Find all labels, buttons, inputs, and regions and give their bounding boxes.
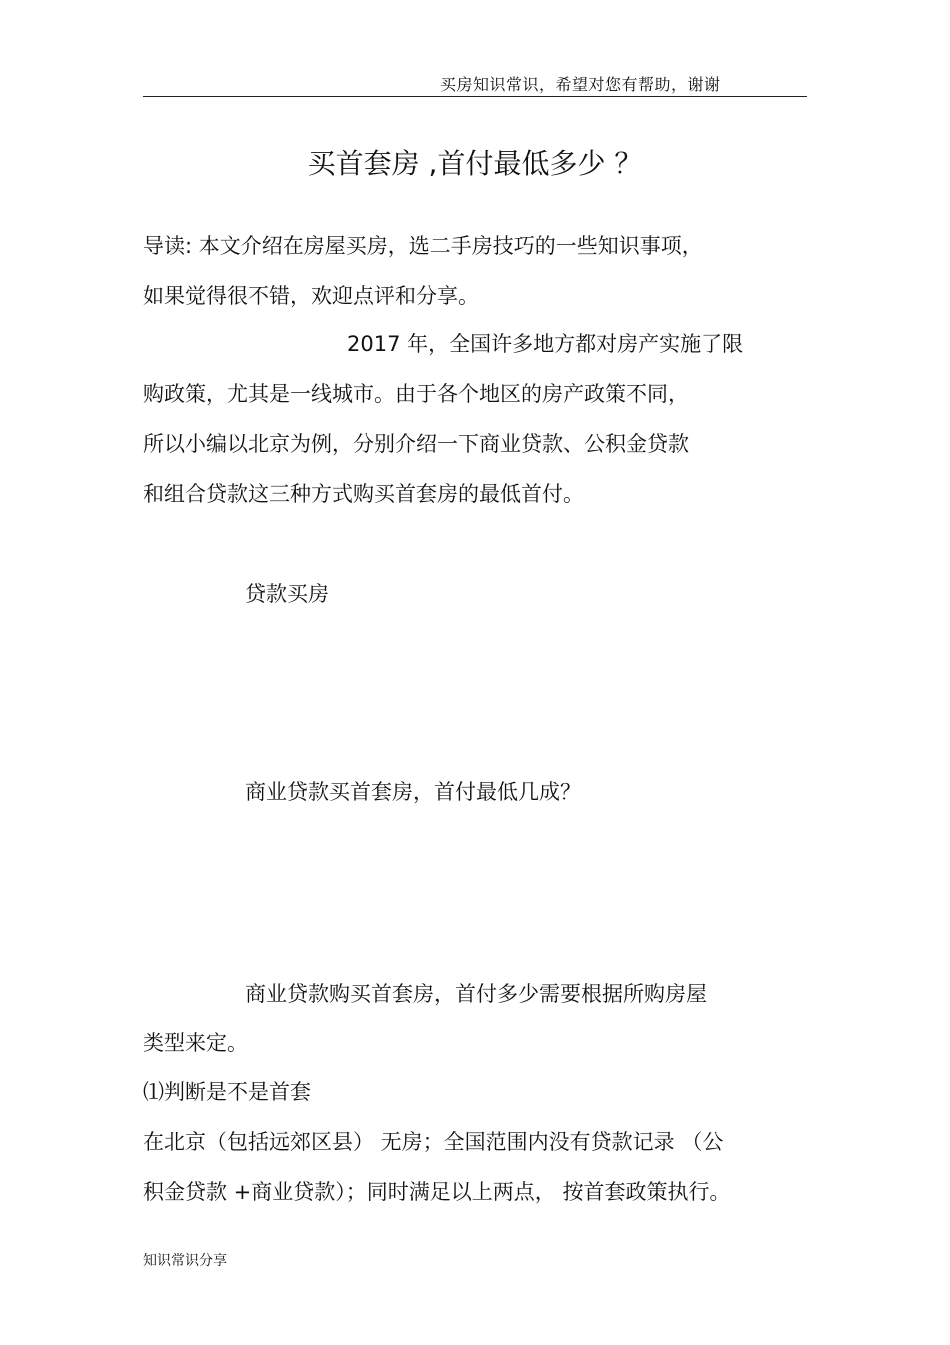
paragraph-2-line-1: 商业贷款购买首套房，首付多少需要根据所购房屋: [245, 982, 707, 1006]
sub-heading: 商业贷款买首套房，首付最低几成？: [245, 780, 581, 804]
page-title: 买首套房 ,首付最低多少 ？: [307, 147, 643, 180]
intro-line-2: 如果觉得很不错，欢迎点评和分享。: [143, 284, 479, 308]
intro-line-1: 导读: 本文介绍在房屋买房，选二手房技巧的一些知识事项，: [143, 234, 703, 258]
paragraph-2-line-2: 类型来定。: [143, 1031, 248, 1055]
page-footer-text: 知识常识分享: [143, 1253, 227, 1269]
paragraph-3-line-2: 积金贷款 +商业贷款）；同时满足以上两点， 按首套政策执行。: [143, 1180, 731, 1204]
page-header-text: 买房知识常识，希望对您有帮助，谢谢: [440, 75, 721, 94]
section-heading: 贷款买房: [245, 582, 329, 606]
paragraph-1-line-3: 所以小编以北京为例，分别介绍一下商业贷款、公积金贷款: [143, 432, 689, 456]
paragraph-1-line-1: 2017 年，全国许多地方都对房产实施了限: [347, 332, 744, 356]
paragraph-3-line-1: 在北京（包括远郊区县） 无房；全国范围内没有贷款记录 （公: [143, 1130, 724, 1154]
paragraph-1-line-4: 和组合贷款这三种方式购买首套房的最低首付。: [143, 482, 584, 506]
list-item-1: ⑴判断是不是首套: [143, 1080, 311, 1104]
header-divider: [143, 96, 807, 97]
paragraph-1-line-2: 购政策，尤其是一线城市。由于各个地区的房产政策不同，: [143, 382, 689, 406]
